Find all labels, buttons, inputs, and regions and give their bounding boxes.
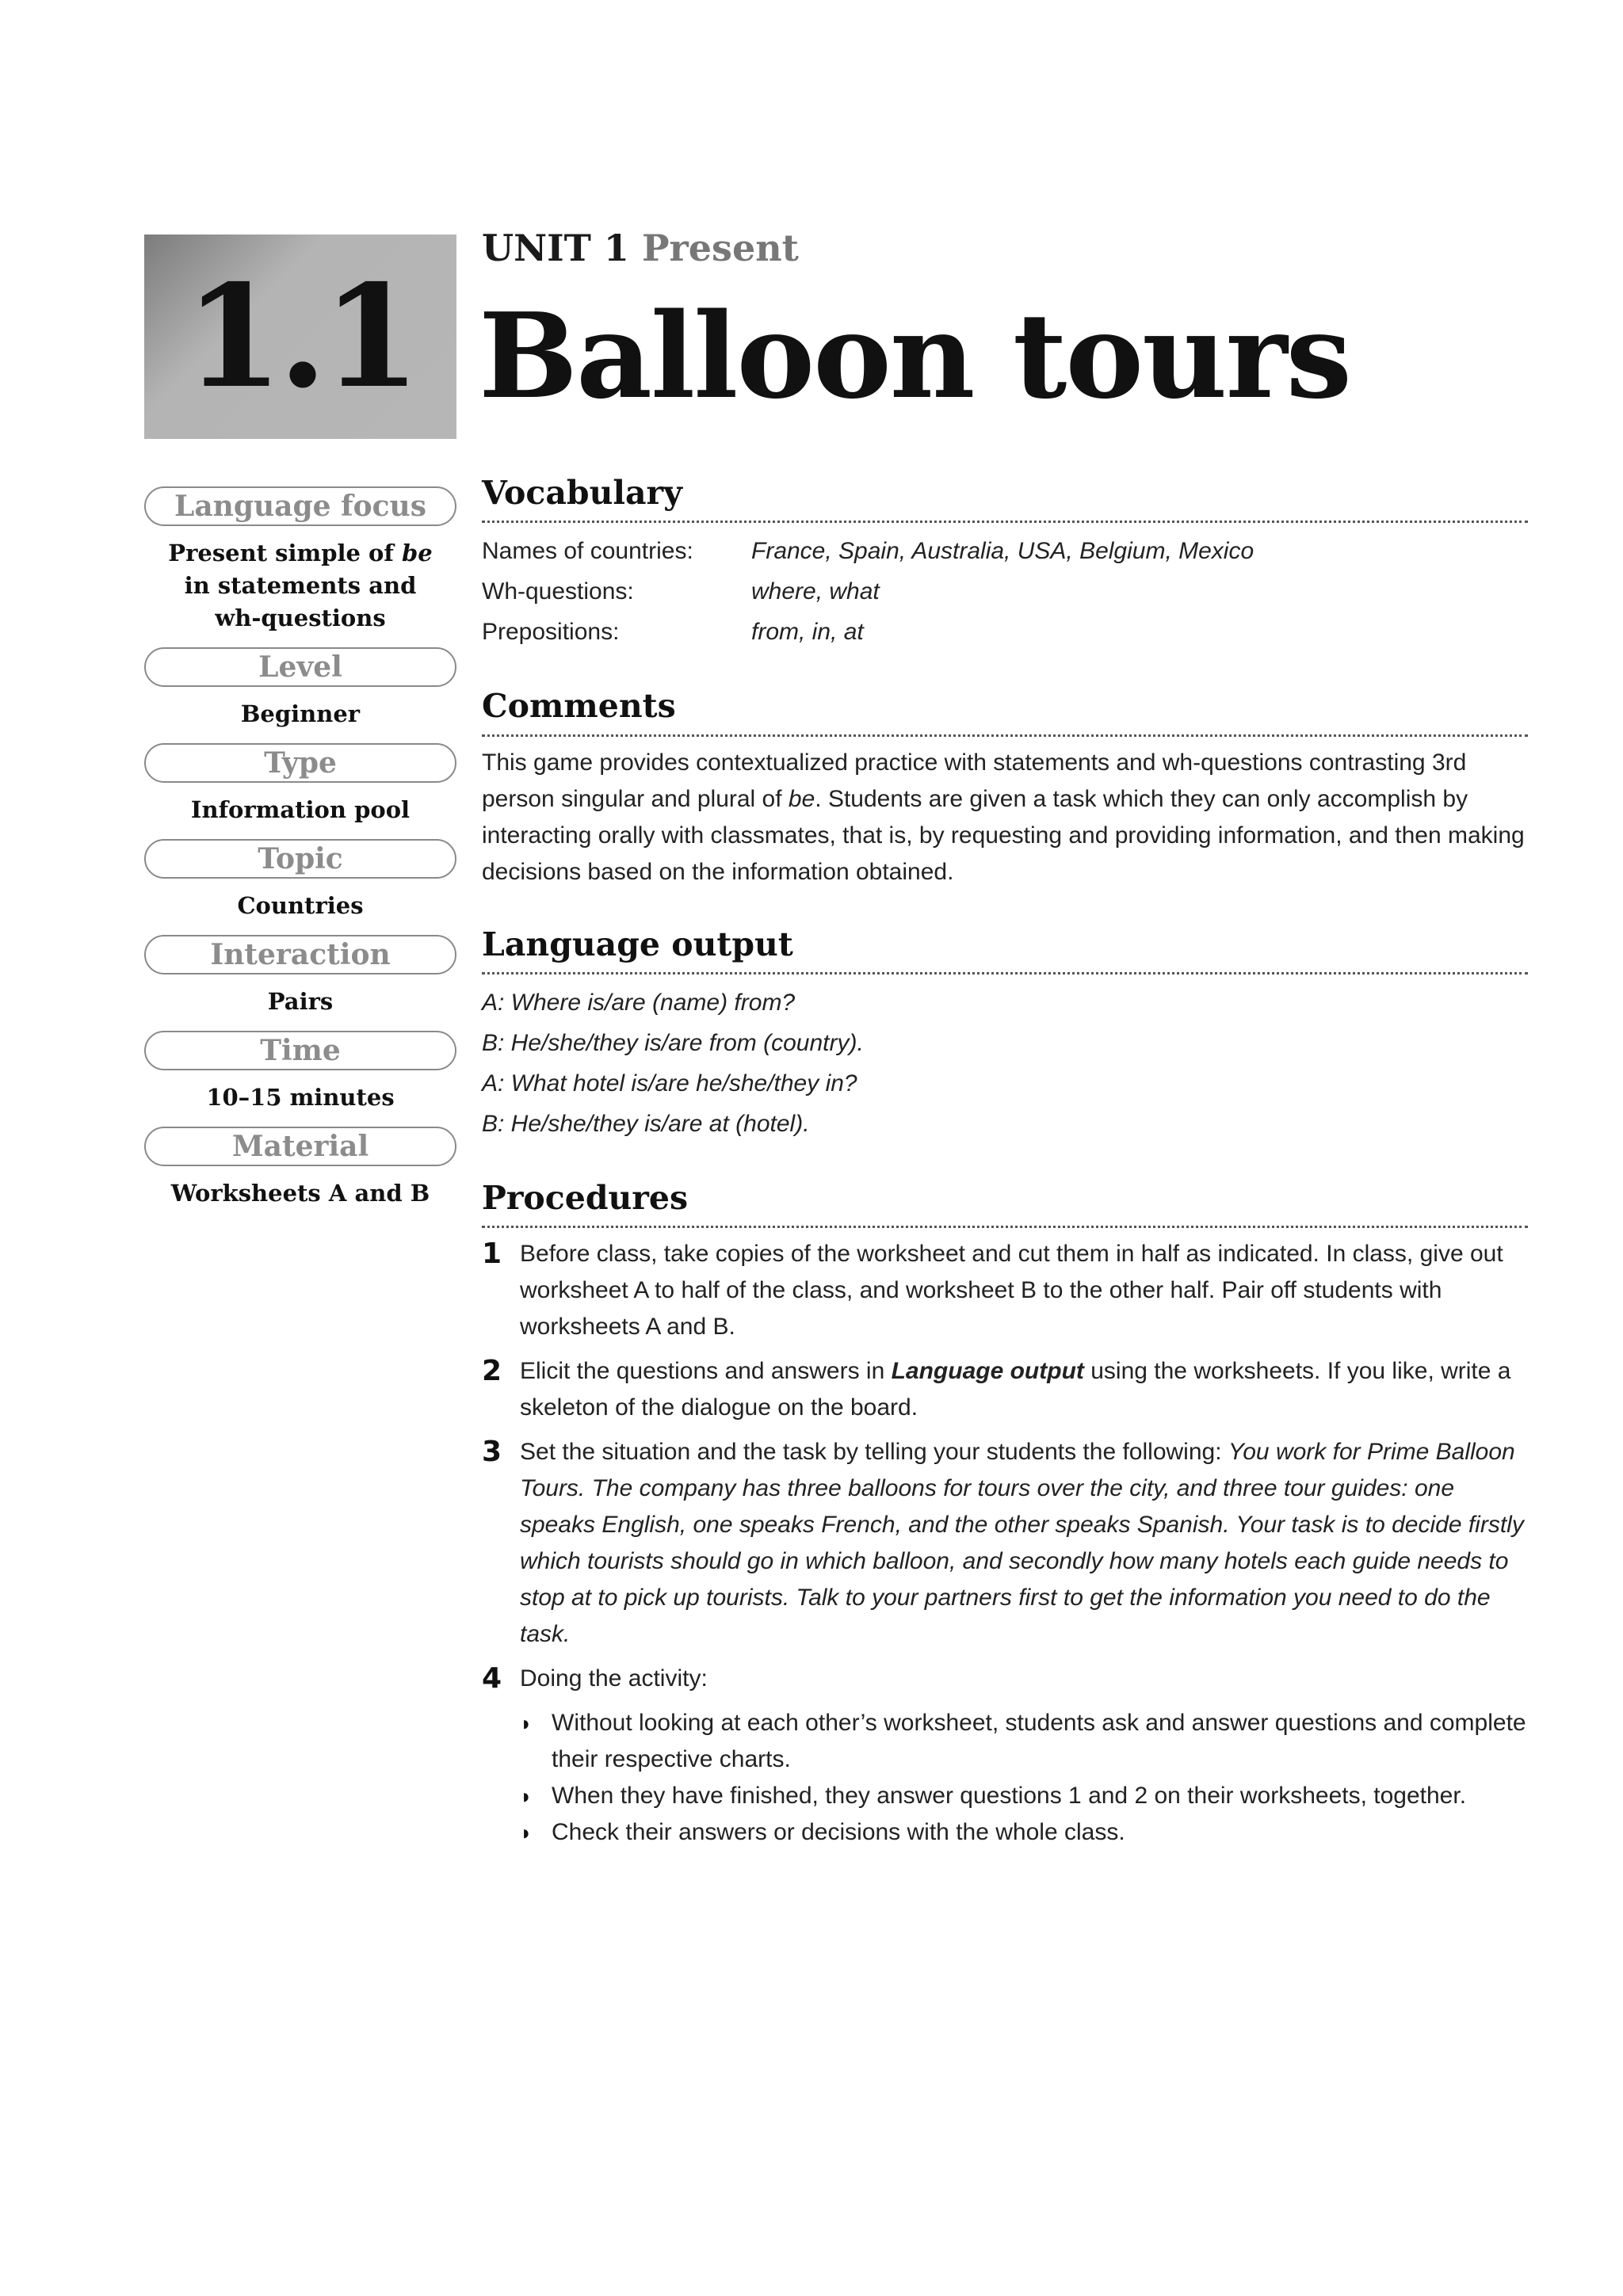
bullet-text: When they have finished, they answer questions 1 and 2 on their worksheets, together. [552,1783,1467,1810]
dialogue-list [482,982,1528,1144]
vocabulary-row [482,531,1528,571]
step-number: 3 [482,1436,502,1469]
step-text-part: Set the situation and the task by telling your students the following: [520,1439,1228,1466]
comments-text [482,745,1528,891]
procedure-step [482,1434,1528,1653]
step-number: 4 [482,1662,502,1695]
dialogue-line: B: He/she/they is/are at (hotel). [482,1110,810,1137]
level-value: Beginner [240,700,361,727]
level-label: Level [144,647,456,687]
step-text-part: Elicit the questions and answers in [520,1358,892,1385]
material-label: Material [144,1127,456,1166]
vocabulary-value: from, in, at [751,619,864,646]
list-item [520,1778,1528,1814]
type-label: Type [144,743,456,783]
interaction-label: Interaction [144,935,456,974]
bullet-text: Without looking at each other’s worksheet, students ask and answer questions and complete their respective charts. [552,1710,1526,1773]
main-content [482,472,1528,1851]
language-focus-value [144,537,456,635]
time-value: 10–15 minutes [206,1084,395,1111]
procedure-step [482,1353,1528,1426]
unit-number-box [144,235,456,439]
comments-text-part: This game provides contextualized practice with statements and wh-questions contrasting 3rd person singular and plural of [482,749,1467,812]
list-item [520,1814,1528,1851]
step-text-part: using the worksheets. If you like, write a skeleton of the dialogue on the board. [520,1358,1511,1421]
type-value: Information pool [190,796,411,823]
vocabulary-value: France, Spain, Australia, USA, Belgium, Mexico [751,538,1254,565]
vocabulary-label: Wh-questions: [482,578,634,605]
language-output-heading: Language output [482,924,1528,974]
interaction-value: Pairs [267,988,334,1015]
step-text: Doing the activity: [520,1665,708,1692]
unit-number: 1.1 [185,254,416,419]
comments-heading: Comments [482,685,1528,736]
vocabulary-list [482,531,1528,652]
unit-heading [482,227,799,270]
procedures-heading: Procedures [482,1177,1528,1228]
step-number: 1 [482,1238,502,1271]
topic-value: Countries [237,892,364,919]
step-text [520,1353,1528,1426]
unit-topic: Present [641,227,799,269]
dialogue-line: A: Where is/are (name) from? [482,989,796,1016]
language-focus-label: Language focus [144,486,456,526]
vocabulary-label: Prepositions: [482,619,620,646]
language-focus-line3: wh-questions [215,605,386,631]
unit-label: UNIT 1 [482,227,629,269]
comments-text-part: . Students are given a task which they can only accomplish by interacting orally with classmates, that is, by requesting and providing information, and then making decisions based on the information obtained. [482,785,1525,885]
vocabulary-row [482,612,1528,652]
bullet-icon: ◗ [520,1784,533,1809]
language-focus-em: be [401,540,433,566]
step-text-emphasis: You work for Prime Balloon Tours. The company has three balloons for tours over the city, and three tour guides: one speaks English, one speaks French, and the other speaks Spanish. Your task is to decide firstly which tourists should go in which balloon, and secondly how many hotels each guide needs to stop at to pick up tourists. Talk to your partners first to get the information you need to do the task. [520,1439,1524,1648]
step-text: Before class, take copies of the worksheet and cut them in half as indicated. In class, give out worksheet A to half of the class, and worksheet B to the other half. Pair off students with worksheets A and B. [520,1241,1503,1341]
step-text [520,1434,1528,1653]
dialogue-line: B: He/she/they is/are from (country). [482,1029,864,1056]
time-label: Time [144,1031,456,1070]
step-number: 2 [482,1355,502,1388]
material-value: Worksheets A and B [170,1180,430,1207]
activity-bullet-list [520,1705,1528,1851]
topic-label: Topic [144,839,456,879]
list-item [520,1705,1528,1778]
vocabulary-heading: Vocabulary [482,472,1528,523]
bullet-icon: ◗ [520,1711,533,1736]
procedure-step [482,1236,1528,1345]
step-text-emphasis: Language output [891,1358,1084,1385]
bullet-text: Check their answers or decisions with the whole class. [552,1819,1125,1846]
comments-text-em: be [788,785,815,812]
vocabulary-label: Names of countries: [482,538,693,565]
vocabulary-row [482,571,1528,612]
dialogue-line: A: What hotel is/are he/she/they in? [482,1070,857,1097]
bullet-icon: ◗ [520,1821,533,1845]
language-focus-text: Present simple of [168,540,402,566]
language-focus-line2: in statements and [184,572,417,599]
vocabulary-value: where, what [751,578,880,605]
activity-info-sidebar [144,486,456,1222]
page-title: Balloon tours [479,287,1350,425]
procedure-step [482,1661,1528,1697]
